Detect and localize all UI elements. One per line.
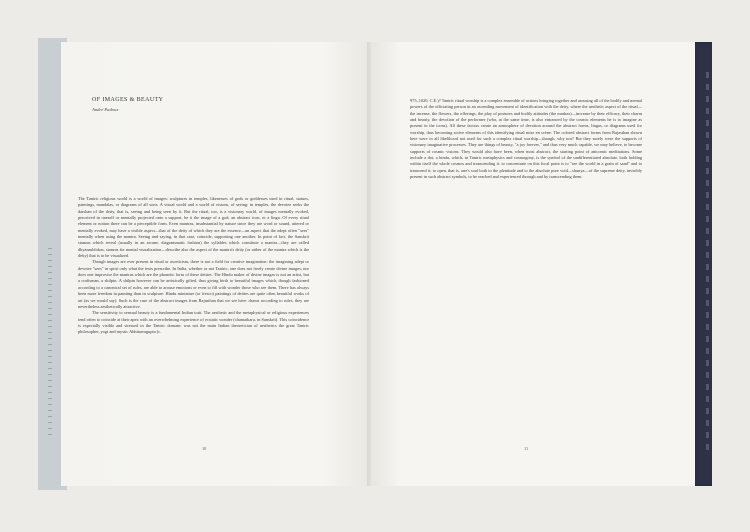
cover-edge-pattern bbox=[706, 72, 709, 452]
paragraph: 975–1020, C.E.)? Tantric ritual worship is a complex ensemble of actions bringing together and arousing all of the bodily and mental powers of the officiating person in an ascending movement of identification with the deity, where the aesthetic aspect of the ritual—the incense, the flowers, the offerings, the play of postures and bodily attitudes (the mudras)—increase by their efficacy, their charm and beauty, the devotion of the performer (who, at the same time, is also entranced by the cosmic elements he is to imagine as present in the icons). All these factors create an atmosphere of devotion around the abstract forms, lingas, or diagrams used for worship, thus becoming active elements of this identifying ritual mise en scène. The colored abstract forms from Rajasthan shown here were in all likelihood not used for such a complex ritual worship—though, why not? But they surely were the supports of visionary imaginative processes. They are things of beauty, "a joy forever," and thus very much capable, we may believe, to become supports of cosmic visions. They would also have been, when most abstract, the starting point of anicomic meditations. Some include a dot, a bindu, which, in Tantric metaphysics and cosmogony, is the symbol of the undifferentiated absolute, both holding within itself the whole cosmos and transcending it: to concentrate on this focal point is to "see the world in a grain of sand" and to transcend it; to open, that is, one's soul both to the plenitude and to the absolute pure void—shunya—of the supreme deity, invisibly present in such abstract symbols, to be reached and experienced through and by transcending them. bbox=[410, 98, 642, 180]
page-number-left: 10 bbox=[202, 446, 207, 451]
book-gutter bbox=[367, 42, 371, 486]
paragraph: Though images are ever present in ritual or asceticism, there is not a field for creative imagination: the imagining adept or devotee "sees" in spirit only what the texts prescribe. In India, whether or not Tantric, one does not freely create divine images; nor does one improvise the mantras which are the phonetic form of these deities. The Hindu maker of divine images is not an artist, but a craftsman, a shilpin. A shilpin however can be artistically gifted, thus giving birth to beautiful images which, though fashioned according to a canonical set of rules, are able to arouse emotions or even to fill with wonder those who see them. There has always been more freedom in painting than in sculpture: Hindu miniature (or fresco) paintings of deities are quite often beautiful works of art (as we would say). Such is the case of the abstract images from Rajasthan that we see here: drawn according to rules, they are nevertheless aesthetically attractive. bbox=[78, 259, 309, 309]
paragraph: The Tantric religious world is a world of images: sculptures in temples, likenesses of gods or goddesses used in ritual, statues, paintings, mandalas, or diagrams of all sorts. A visual world and a world of visions, of seeing: in temples, the devotee seeks the darshan of the deity, that is, seeing and being seen by it. But the ritual, too, is a visionary world, of images mentally evoked, perceived in oneself or mentally projected onto a support, be it the image of a god, an abstract icon, or a linga. Of every ritual element or notion there can be a perceptible form. Even mantras, insubstantial by nature since they are word or sound, uttered or mentally evoked, may have a visible aspect—that of the deity of which they are the essence—an aspect that the adept often "sees" mentally when using the mantra. Seeing and saying, in that case, coincide, supporting one another. In point of fact, the Sanskrit stanzas which reveal (usually in an arcane, diagrammatic fashion) the syllables which constitute a mantra—they are called dhyanashlokas, stanzas for mental visualization—describe also the aspect of the mantra's deity (or rather of the mantra which is the deity) that is to be visualized. bbox=[78, 196, 309, 259]
paragraph: The sensitivity to sensual beauty is a fundamental Indian trait. The aesthetic and the metaphysical or religious experiences tend often to coincide at their apex with an overwhelming experience of ecstatic wonder (chamatkara, in Sanskrit). This coincidence is especially visible and stressed in the Tantric domain: was not the main Indian theoretician of aesthetics the great Tantric philosopher, yogi and mystic Abhinavagupta (c. bbox=[78, 310, 309, 335]
chapter-author: André Padoux bbox=[92, 107, 119, 112]
cover-edge-marks bbox=[48, 248, 52, 438]
right-page-body bbox=[410, 98, 642, 180]
page-number-right: 11 bbox=[524, 446, 529, 451]
left-page-body bbox=[78, 196, 309, 336]
chapter-title: OF IMAGES & BEAUTY bbox=[92, 97, 164, 103]
